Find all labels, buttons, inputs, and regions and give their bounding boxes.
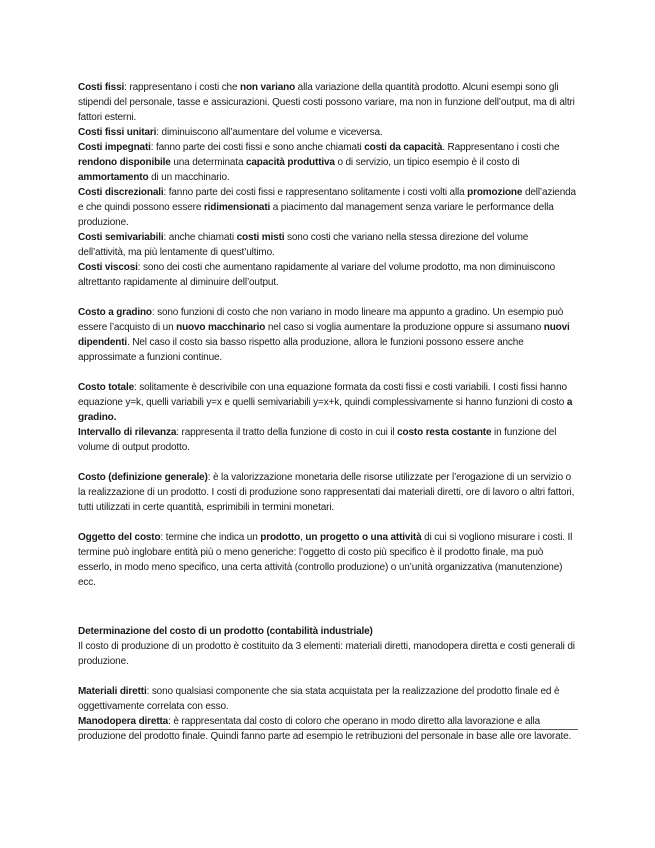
text-run: in funzione del volume di output prodotto.	[78, 427, 557, 453]
paragraph-costo-definizione	[78, 470, 578, 515]
section-costi-fissi	[78, 80, 578, 290]
text-run: : è rappresentata dal costo di coloro che operano in modo diretto alla lavorazione e alla produzione del prodotto finale. Quindi fanno parte ad esempio le retribuzioni del personale in base alle ore lavorate.	[78, 716, 572, 742]
bold-term: Manodopera diretta	[78, 716, 169, 727]
bold-term: prodotto	[260, 532, 301, 543]
text-run: Il costo di produzione di un prodotto è costituito da 3 elementi: materiali diretti, manodopera diretta e costi generali di produzione.	[78, 641, 575, 667]
paragraph-determinazione-heading	[78, 624, 578, 639]
text-run: : rappresenta il tratto della funzione di costo in cui il	[176, 427, 398, 438]
text-run: . Nel caso il costo sia basso rispetto alla produzione, allora le funzioni possono essere anche approssimate a funzioni continue.	[78, 337, 524, 363]
text-run: : termine che indica un	[160, 532, 261, 543]
paragraph-determinazione-text	[78, 639, 578, 669]
text-run: una determinata	[170, 157, 246, 168]
bold-term: Costi semivariabili	[78, 232, 164, 243]
section-oggetto-del-costo	[78, 530, 578, 590]
text-run: di cui si vogliono misurare i costi. Il termine può inglobare entità più o meno generiche: l’oggetto di costo più specifico è il prodotto finale, ma può esserlo, in modo meno specifico, una certa attività (controllo produzione) o un’unità organizzativa (manutenzione) ecc.	[78, 532, 573, 588]
text-run: dell’azienda e che quindi possono essere	[78, 187, 576, 213]
section-costo-totale	[78, 380, 578, 455]
paragraph-costo-totale	[78, 380, 578, 425]
bold-term: Intervallo di rilevanza	[78, 427, 177, 438]
section-materiali-manodopera	[78, 684, 578, 744]
text-run: nel caso si voglia aumentare la produzione oppure si assumano	[265, 322, 544, 333]
bold-term: Costo totale	[78, 382, 134, 393]
text-run: : fanno parte dei costi fissi e sono anche chiamati	[150, 142, 365, 153]
section-costo-definizione	[78, 470, 578, 515]
text-run: a piacimento dal management senza variare le performance della produzione.	[78, 202, 554, 228]
spacer	[78, 455, 578, 470]
paragraph-oggetto-del-costo	[78, 530, 578, 590]
spacer	[78, 669, 578, 684]
spacer	[78, 365, 578, 380]
bold-term: Costo (definizione generale)	[78, 472, 208, 483]
bold-term: non variano	[240, 82, 296, 93]
text-run: : sono funzioni di costo che non variano in modo lineare ma appunto a gradino. Un esempio può essere l’acquisto di un	[78, 307, 564, 333]
bold-term: nuovo macchinario	[176, 322, 266, 333]
bold-term: Costi viscosi	[78, 262, 138, 273]
text-run: : diminuiscono all’aumentare del volume e viceversa.	[156, 127, 383, 138]
paragraph-costo-a-gradino	[78, 305, 578, 365]
text-run: sono costi che variano nella stessa direzione del volume dell’attività, ma più lentamente di quest’ultimo.	[78, 232, 529, 258]
text-run: . Rappresentano i costi che	[442, 142, 560, 153]
bold-term: Costi impegnati	[78, 142, 151, 153]
spacer	[78, 515, 578, 530]
text-run: ,	[300, 532, 306, 543]
text-run: : rappresentano i costi che	[124, 82, 241, 93]
text-run: : sono qualsiasi componente che sia stata acquistata per la realizzazione del prodotto finale ed è oggettivamente correlata con esso.	[78, 686, 560, 712]
paragraph-costi-discrezionali	[78, 185, 578, 230]
bold-term: Oggetto del costo	[78, 532, 161, 543]
paragraph-materiali-diretti	[78, 684, 578, 714]
text-run: : solitamente è descrivibile con una equazione formata da costi fissi e costi variabili. I costi fissi hanno equazione y=k, quelli variabili y=x e quelli semivariabili y=x+k, quindi complessivamente si hanno funzioni di costo	[78, 382, 567, 408]
text-run: alla variazione della quantità prodotto. Alcuni esempi sono gli stipendi del personale, tasse e assicurazioni. Questi costi possono variare, ma non in funzione dell’output, ma di altri fattori esterni.	[78, 82, 575, 123]
text-run: : anche chiamati	[163, 232, 237, 243]
spacer	[78, 590, 578, 624]
bold-term: capacità produttiva	[245, 157, 335, 168]
bold-term: costi misti	[236, 232, 285, 243]
document-page	[78, 80, 578, 744]
text-run: : fanno parte dei costi fissi e rappresentano solitamente i costi volti alla	[163, 187, 468, 198]
section-determinazione	[78, 624, 578, 669]
bold-term: promozione	[467, 187, 523, 198]
bold-term: Costo a gradino	[78, 307, 152, 318]
bold-term: Determinazione del costo di un prodotto (contabilità industriale)	[78, 626, 373, 637]
paragraph-costi-impegnati	[78, 140, 578, 185]
bold-term: un progetto o una attività	[305, 532, 422, 543]
paragraph-intervallo-rilevanza	[78, 425, 578, 455]
bold-term: rendono disponibile	[78, 157, 171, 168]
bold-term: costo resta costante	[397, 427, 492, 438]
bold-term: Costi fissi unitari	[78, 127, 157, 138]
paragraph-costi-viscosi	[78, 260, 578, 290]
section-costo-a-gradino	[78, 305, 578, 365]
text-run: di un macchinario.	[148, 172, 230, 183]
bold-term: Costi fissi	[78, 82, 125, 93]
paragraph-costi-semivariabili	[78, 230, 578, 260]
spacer	[78, 290, 578, 305]
bold-term: costi da capacità	[364, 142, 443, 153]
bold-term: a gradino.	[78, 397, 573, 423]
bold-term: ridimensionati	[203, 202, 271, 213]
bold-term: ammortamento	[78, 172, 149, 183]
paragraph-costi-fissi-unitari	[78, 125, 578, 140]
text-run: : è la valorizzazione monetaria delle risorse utilizzate per l’erogazione di un servizio o la realizzazione di un prodotto. I costi di produzione sono rappresentati dai materiali diretti, ore di lavoro o altri fattori, tutti utilizzati in certe quantità, esprimibili in termini monetari.	[78, 472, 575, 513]
text-run: : sono dei costi che aumentano rapidamente al variare del volume prodotto, ma non diminuiscono altrettanto rapidamente al diminuire dell’output.	[78, 262, 556, 288]
page-divider	[78, 729, 578, 730]
paragraph-costi-fissi	[78, 80, 578, 125]
bold-term: Materiali diretti	[78, 686, 147, 697]
bold-term: Costi discrezionali	[78, 187, 164, 198]
bold-term: nuovi dipendenti	[78, 322, 570, 348]
text-run: o di servizio, un tipico esempio è il costo di	[334, 157, 520, 168]
